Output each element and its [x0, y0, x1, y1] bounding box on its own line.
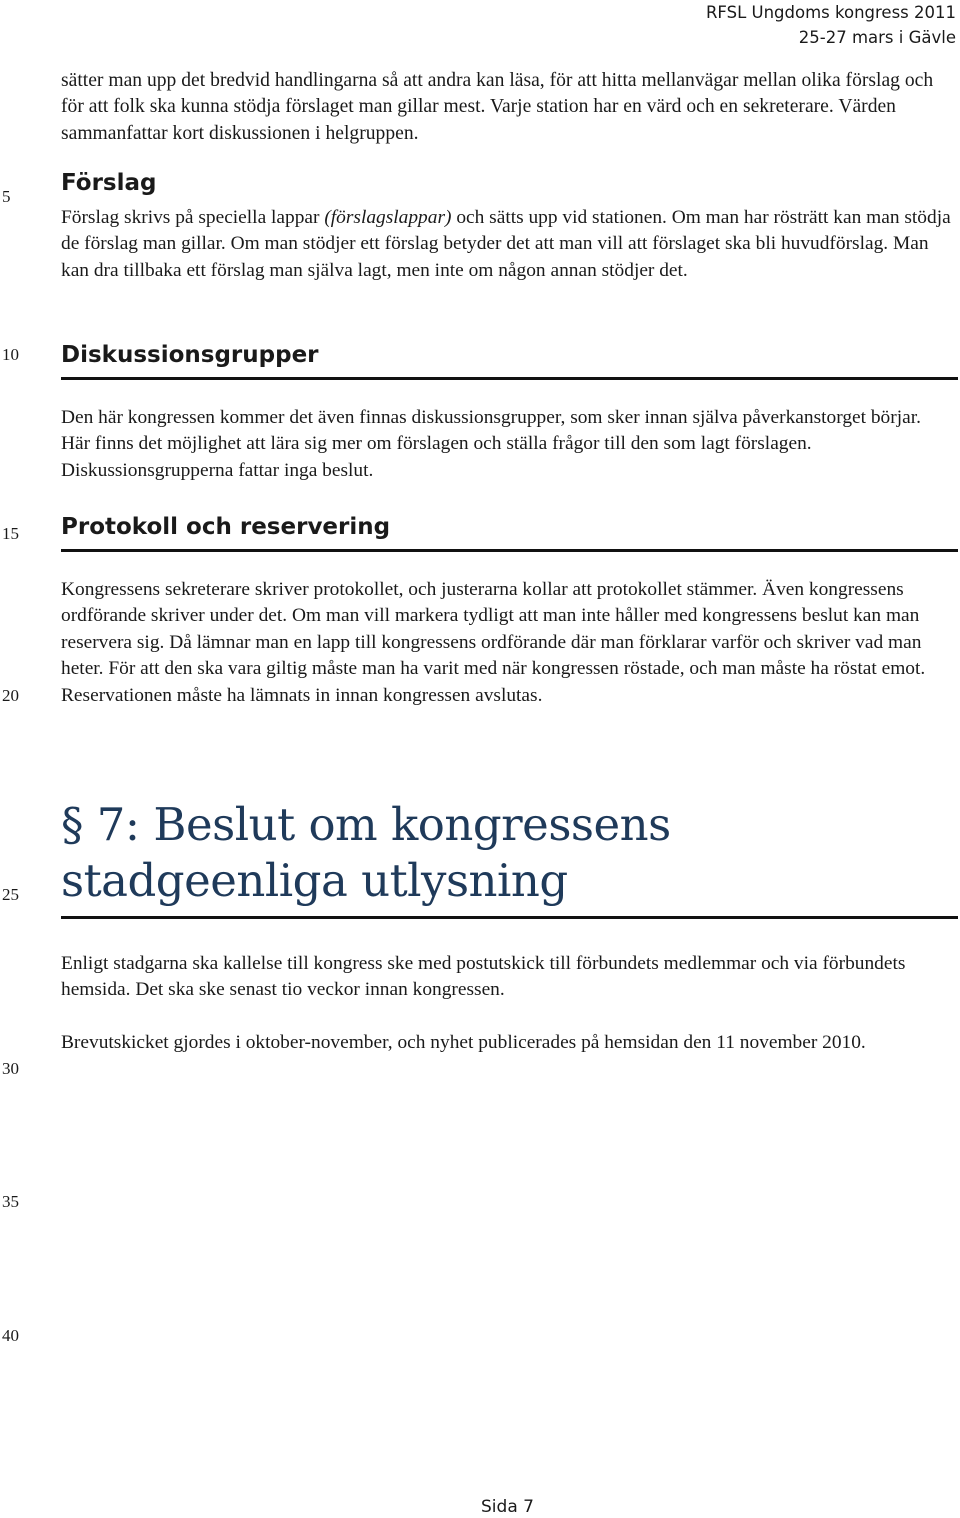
forslag-text-end: och sätts upp vid stationen. Om man har rösträtt kan man stödja de förslag man gillar. Om man stödjer ett förslag betyder det att man vill att förslaget ska bli huvudförslag. Man kan dra tillbaka ett förslag man själva lagt, men inte om någon annan stödjer det. [61, 207, 951, 281]
line-number-20: 20 [2, 686, 19, 705]
line-number-15: 15 [2, 524, 19, 543]
protokoll-heading: Protokoll och reservering [61, 514, 391, 540]
line-number-40: 40 [2, 1326, 19, 1345]
line-number-30: 30 [2, 1059, 19, 1078]
section-7-heading: § 7: Beslut om kongressens stadgeenliga utlysning [61, 798, 671, 907]
intro-paragraph: sätter man upp det bredvid handlingarna så att andra kan läsa, för att hitta mellanvägar mellan olika förslag och för att folk ska kunna stödja förslaget man gillar mest. Varje station har en värd och en sekreterare. Värden sammanfattar kort diskussionen i helgruppen. [61, 70, 934, 144]
line-number-10: 10 [2, 345, 19, 364]
header-date: 25-27 mars i Gävle [798, 28, 956, 47]
header-title: RFSL Ungdoms kongress 2011 [705, 3, 956, 22]
forslag-text-start: Förslag skrivs på speciella lappar [61, 207, 325, 228]
protokoll-paragraph: Kongressens sekreterare skriver protokollet, och justerarna kollar att protokollet stämmer. Även kongressens ordförande skriver under det. Om man vill markera tydligt att man inte håller med kongressens beslut kan man reservera sig. Då lämnar man en lapp till kongressens ordförande där man förklarar varför och skriver vad man heter. För att den ska vara giltig måste man ha varit med när kongressen röstade, och man måste ha röstat emot. Reservationen måste ha lämnats in innan kongressen avslutas. [61, 579, 926, 706]
diskussion-rule [61, 377, 958, 380]
page-header [706, 0, 956, 50]
section-7-paragraph-1: Enligt stadgarna ska kallelse till kongress ske med postutskick till förbundets medlemmar och via förbundets hemsida. Det ska ske senast tio veckor innan kongressen. [61, 953, 906, 1001]
line-number-35: 35 [2, 1192, 19, 1211]
forslag-heading: Förslag [61, 170, 157, 196]
line-number-5: 5 [2, 187, 11, 206]
line-number-25: 25 [2, 885, 19, 904]
diskussion-heading: Diskussionsgrupper [61, 342, 319, 368]
forslag-paragraph [61, 205, 951, 284]
diskussion-paragraph: Den här kongressen kommer det även finnas diskussionsgrupper, som sker innan själva påverkanstorget börjar. Här finns det möjlighet att lära sig mer om förslagen och ställa frågor till den som lagt förslagen. Diskussionsgrupperna fattar inga beslut. [61, 407, 921, 481]
page-number: Sida 7 [481, 1497, 534, 1517]
page-footer [0, 1496, 960, 1518]
forslag-text-emphasis: (förslagslappar) [324, 207, 452, 228]
protokoll-rule [61, 549, 958, 552]
section-7-rule [61, 916, 958, 919]
section-7-paragraph-2: Brevutskicket gjordes i oktober-november, och nyhet publicerades på hemsidan den 11 november 2010. [61, 1032, 866, 1053]
